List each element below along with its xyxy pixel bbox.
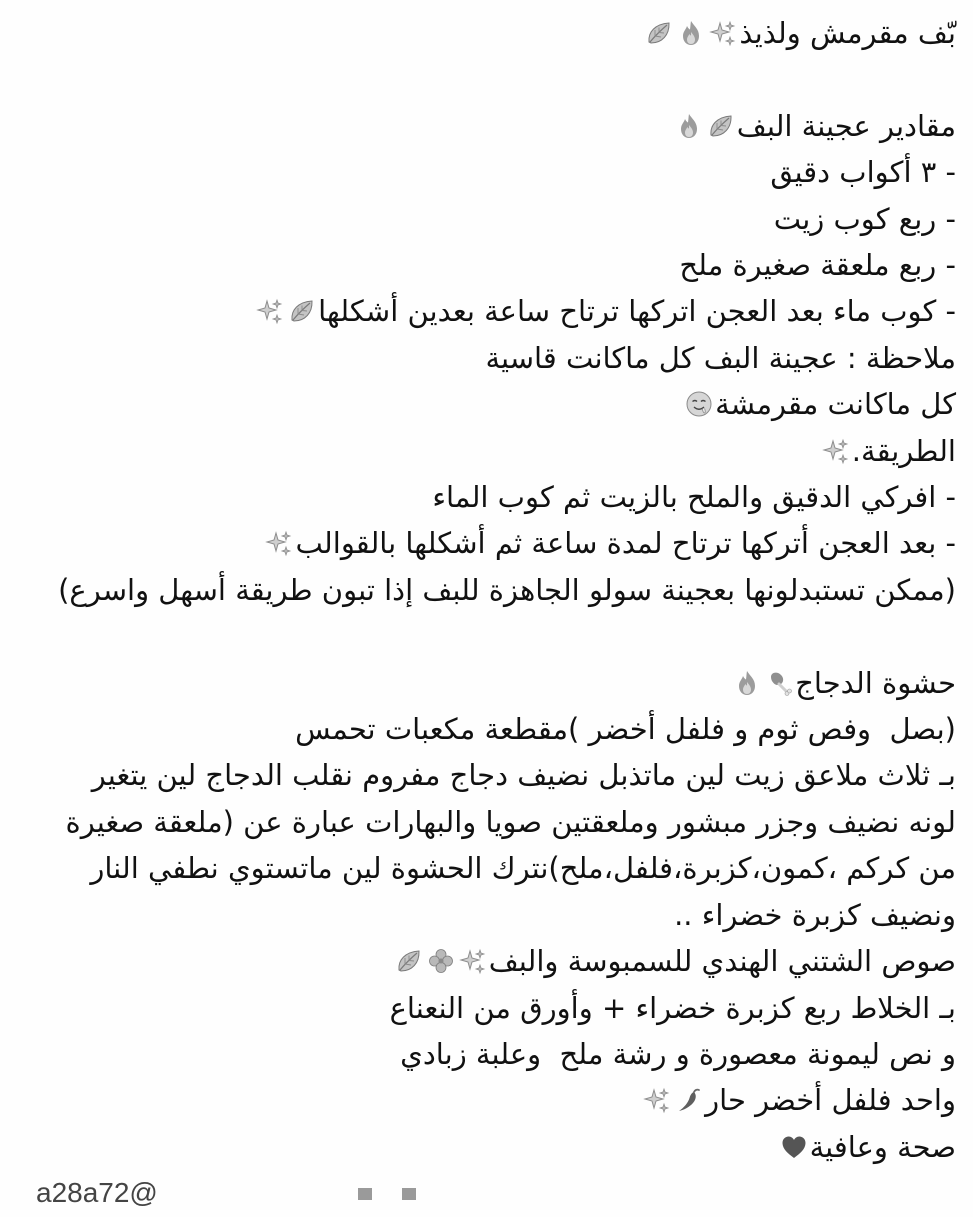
closing-text: صحة وعافية xyxy=(809,1129,956,1164)
sauce-line: و نص ليمونة معصورة و رشة ملح وعلبة زبادي xyxy=(400,1036,956,1071)
dough-heading-line xyxy=(36,103,956,149)
sparkles-icon xyxy=(256,297,284,325)
dough-item: - ٣ أكواب دقيق xyxy=(770,155,956,190)
sauce-heading-line xyxy=(36,938,956,984)
recipe-note xyxy=(36,10,956,1217)
chili-pepper-icon xyxy=(675,1086,703,1114)
title-line xyxy=(36,10,956,56)
indicator-segment xyxy=(402,1188,416,1200)
method-heading: الطريقة. xyxy=(851,433,956,468)
sparkles-icon xyxy=(459,947,487,975)
filling-method: بـ ثلاث ملاعق زيت لين ماتذبل نضيف دجاج مفروم نقلب الدجاج لين يتغير لونه نضيف وجزر مبشور وملعقتين صويا والبهارات عبارة عن (ملعقة صغيرة من كركم ،كمون،كزبرة،فلفل،ملح)نترك الحشوة لين ماتستوي نطفي النار ونضيف كزبرة خضراء .. xyxy=(65,758,956,932)
indicator-segment xyxy=(358,1188,372,1200)
author-handle: a28a72@ xyxy=(36,1177,158,1209)
dough-note: ملاحظة : عجينة البف كل ماكانت قاسية xyxy=(485,340,956,375)
closing-line xyxy=(36,1124,956,1170)
fire-icon xyxy=(675,112,703,140)
bottom-indicator xyxy=(358,1188,438,1200)
sparkles-icon xyxy=(822,437,850,465)
fire-icon xyxy=(677,19,705,47)
leaf-icon xyxy=(395,947,423,975)
sauce-heading: صوص الشتني الهندي للسمبوسة والبف xyxy=(488,944,956,979)
method-heading-line xyxy=(36,428,956,474)
spacer xyxy=(36,613,956,659)
sparkles-icon xyxy=(709,19,737,47)
dough-heading: مقادير عجينة البف xyxy=(736,108,956,143)
dough-item: - كوب ماء بعد العجن اتركها ترتاح ساعة بعدين أشكلها xyxy=(318,294,956,329)
dough-note-2-line xyxy=(36,381,956,427)
drumstick-icon xyxy=(765,669,793,697)
spacer xyxy=(36,56,956,102)
filling-veg: (بصل وفص ثوم و فلفل أخضر )مقطعة مكعبات تحمس xyxy=(295,712,956,747)
method-item: - بعد العجن أتركها ترتاح لمدة ساعة ثم أشكلها بالقوالب xyxy=(295,526,956,561)
drooling-face-icon xyxy=(685,390,713,418)
dough-item: - ربع ملعقة صغيرة ملح xyxy=(679,248,956,283)
sparkles-icon xyxy=(265,529,293,557)
dough-note-2: كل ماكانت مقرمشة xyxy=(715,387,956,422)
filling-heading-line xyxy=(36,660,956,706)
filling-heading: حشوة الدجاج xyxy=(795,665,956,700)
sauce-line: واحد فلفل أخضر حار xyxy=(705,1083,956,1118)
note-title: بّف مقرمش ولذيذ xyxy=(739,16,956,50)
leaf-icon xyxy=(645,19,673,47)
dough-item: - ربع كوب زيت xyxy=(773,201,956,236)
clover-icon xyxy=(427,947,455,975)
sauce-line-last xyxy=(36,1077,956,1123)
method-item-line xyxy=(36,520,956,566)
leaf-icon xyxy=(707,112,735,140)
sparkles-icon xyxy=(643,1086,671,1114)
sauce-line: بـ الخلاط ربع كزبرة خضراء + وأورق من النعناع xyxy=(389,990,956,1025)
leaf-icon xyxy=(288,297,316,325)
alternative-note: (ممكن تستبدلونها بعجينة سولو الجاهزة للبف إذا تبون طريقة أسهل واسرع) xyxy=(58,572,956,607)
heart-icon xyxy=(780,1133,808,1161)
method-item: - افركي الدقيق والملح بالزيت ثم كوب الماء xyxy=(432,480,956,515)
dough-item-line xyxy=(36,288,956,334)
fire-icon xyxy=(733,669,761,697)
